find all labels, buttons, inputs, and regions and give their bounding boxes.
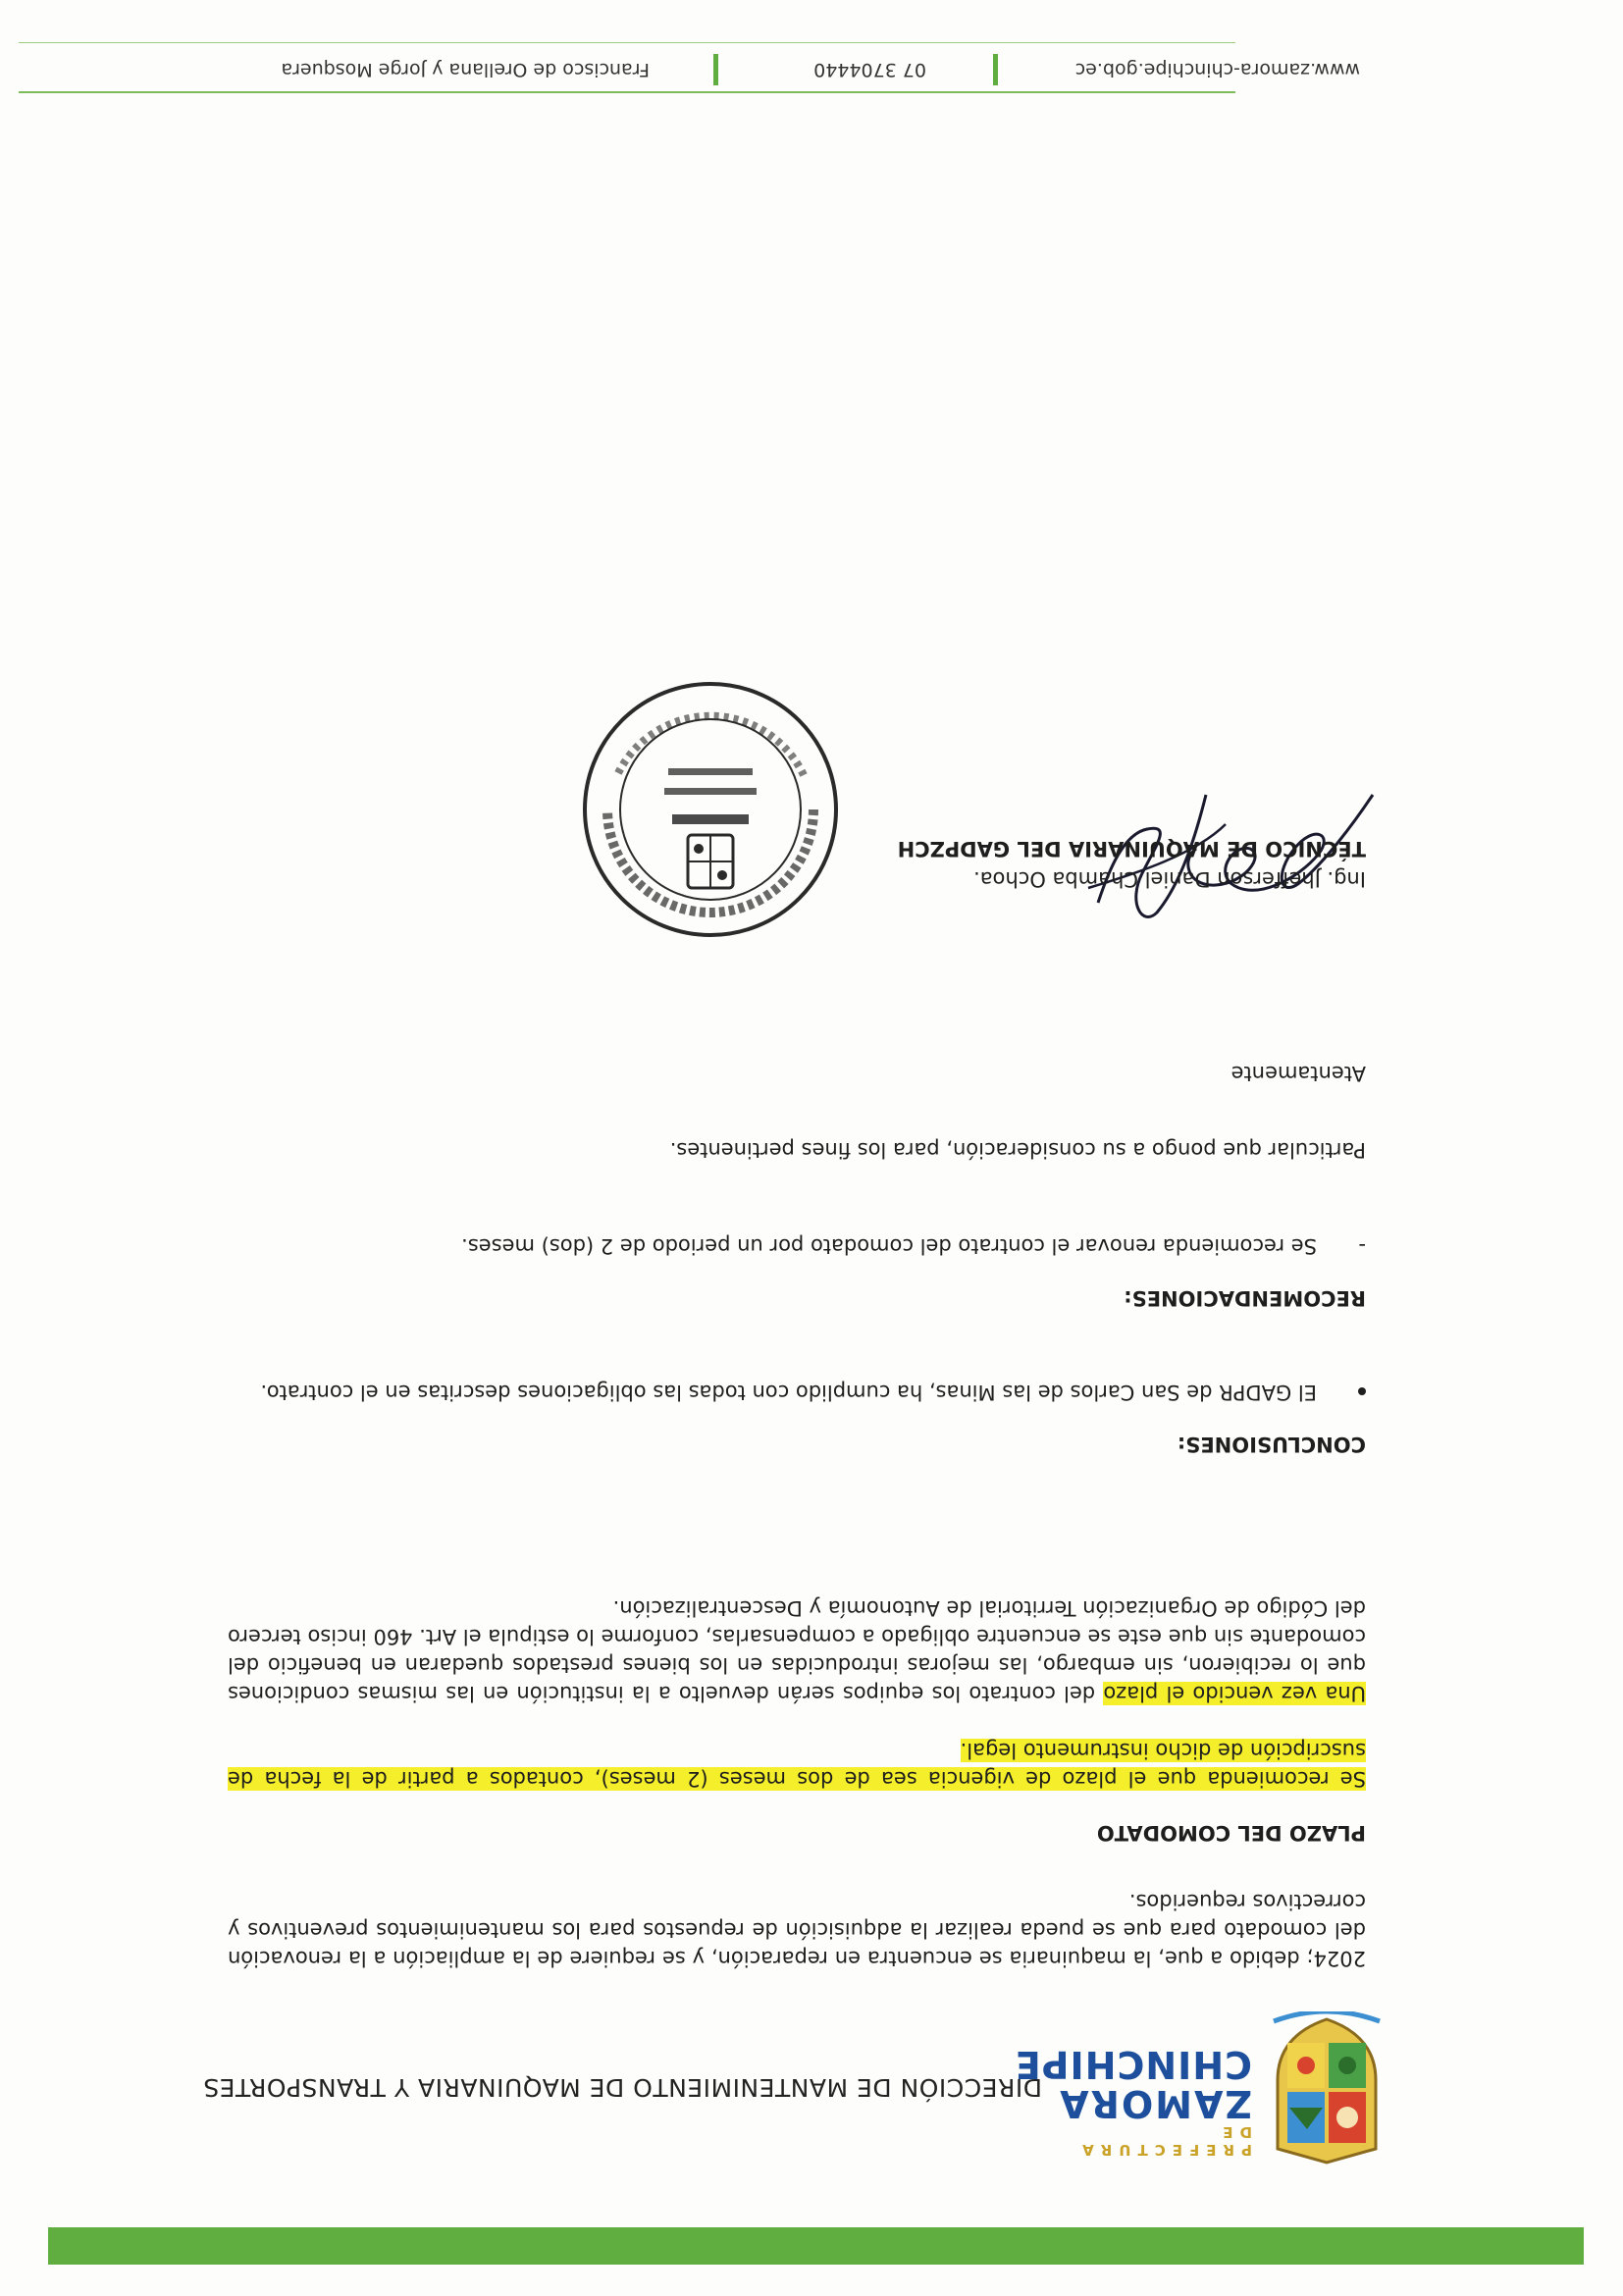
bullet-icon — [1358, 1387, 1366, 1395]
plazo-paragraph-2 — [228, 1593, 1366, 1707]
signer-title: TÉCNICO DE MAQUINARIA DEL GADPZCH — [897, 837, 1366, 861]
recomendacion-text: Se recomienda renovar el contrato del comodato por un periodo de 2 (dos) meses. — [461, 1234, 1317, 1258]
highlighted-text: Se recomienda que el plazo de vigencia sea de dos meses (2 meses), contados a partir de la fecha de suscripción de dicho instrumento legal. — [228, 1739, 1366, 1791]
footer-phone: 07 3704440 — [813, 59, 926, 80]
footer-separator — [713, 54, 718, 85]
conclusiones-heading: CONCLUSIONES: — [1177, 1433, 1366, 1456]
footer-website: www.zamora-chinchipe.gob.ec — [1074, 59, 1360, 80]
conclusion-text: El GADPR de San Carlos de las Minas, ha cumplido con todas las obligaciones descritas en el contrato. — [260, 1381, 1317, 1404]
closing-line: Particular que pongo a su consideración, para los fines pertinentes. — [669, 1138, 1366, 1162]
recomendacion-item — [228, 1231, 1366, 1260]
plazo-paragraph-1 — [228, 1736, 1366, 1793]
dash-bullet: - — [1358, 1234, 1366, 1258]
brand-title-line1: ZAMORA — [1058, 2082, 1252, 2125]
footer-address: Francisco de Orellana y Jorge Mosquera — [281, 59, 650, 80]
footer-top-rule — [19, 91, 1235, 93]
department-title: DIRECCIÓN DE MANTENIMIENTO DE MAQUINARIA Y TRANSPORTES — [202, 2073, 1042, 2102]
brand-subtitle: PREFECTURA DE — [1075, 2123, 1252, 2159]
recomendaciones-heading: RECOMENDACIONES: — [1124, 1286, 1366, 1310]
regards-line: Atentamente — [1230, 1062, 1366, 1085]
intro-paragraph: 2024; debido a que, la maquinaria se encuentra en reparación, y se requiere de la ampliación a la renovación del comodato para que se pueda realizar la adquisición de repuestos para los mantenimientos preventivos y correctivos requeridos. — [228, 1890, 1366, 1970]
brand-logo-text — [1014, 2043, 1252, 2159]
conclusion-item — [228, 1378, 1366, 1406]
header-green-bar — [48, 2227, 1584, 2265]
coat-of-arms-logo — [1265, 2011, 1387, 2168]
plazo-paragraph-2-rest: del contrato los equipos serán devuelto a la institución en las mismas condiciones que lo recibieron, sin embargo, las mejoras introducidas en los bienes prestados quedaran en beneficio del comodante sin que este se encuentre obligado a compensarlas, conforme lo estipula el Art. 460 inciso tercero del Código de Organización Territorial de Autonomía y Descentralización. — [227, 1596, 1366, 1705]
footer-bottom-rule — [19, 42, 1235, 43]
plazo-heading: PLAZO DEL COMODATO — [1096, 1821, 1366, 1845]
highlighted-text: Una vez vencido el plazo — [1103, 1682, 1366, 1705]
official-stamp — [578, 677, 843, 942]
signer-name: Ing. Jhefferson Daniel Chamba Ochoa. — [973, 867, 1366, 891]
brand-title-line2: CHINCHIPE — [1014, 2043, 1252, 2086]
footer-separator — [993, 54, 998, 85]
